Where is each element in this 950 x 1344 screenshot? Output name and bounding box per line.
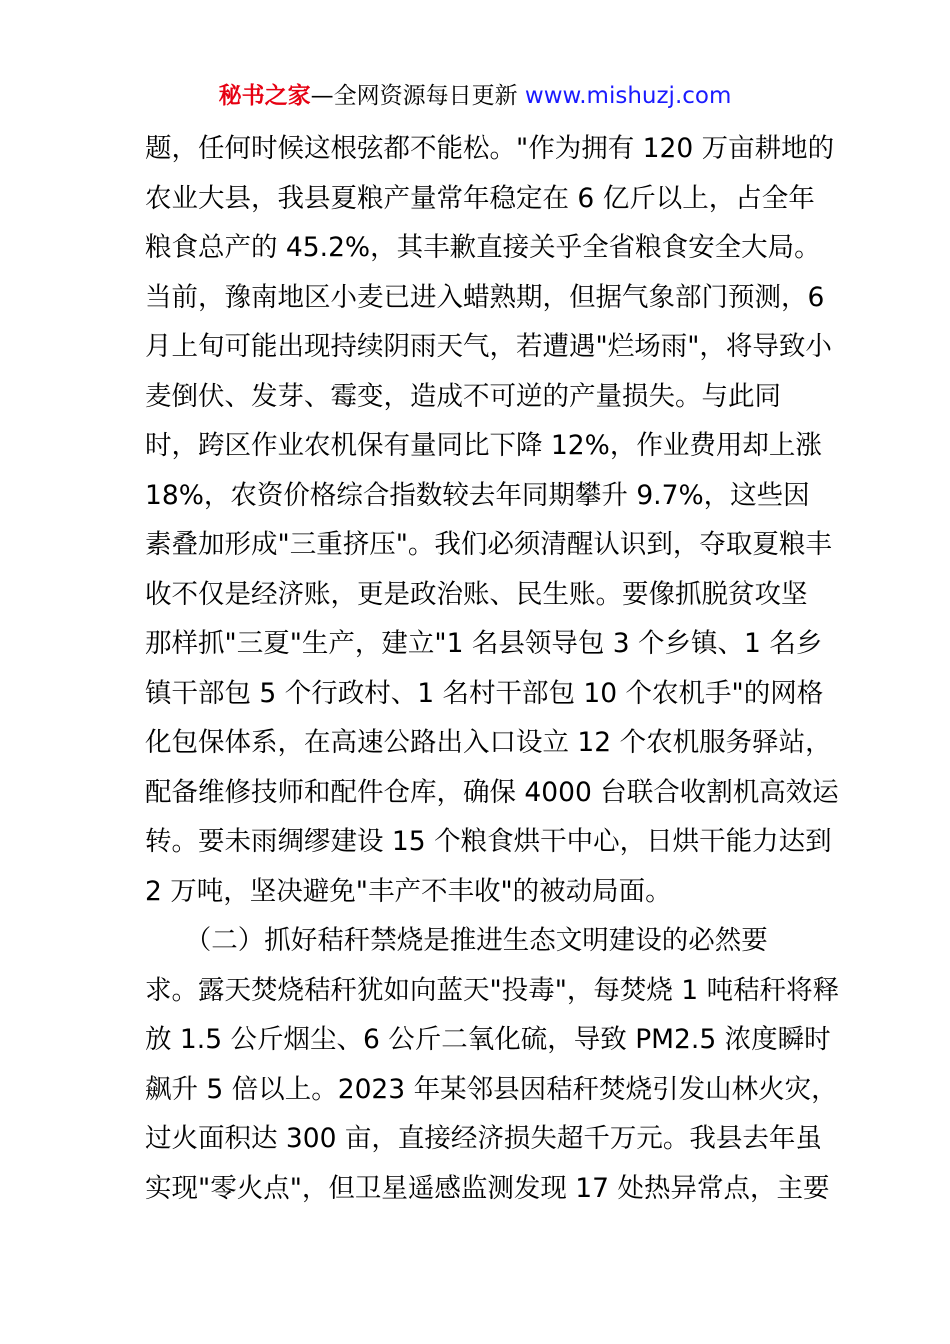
page-header: [0, 80, 950, 112]
text-line: 18%，农资价格综合指数较去年同期攀升 9.7%，这些因: [145, 479, 810, 511]
site-url-link[interactable]: www.mishuzj.com: [524, 83, 732, 109]
text-line: 那样抓"三夏"生产，建立"1 名县领导包 3 个乡镇、1 名乡: [145, 628, 823, 659]
site-name: 秘书之家: [218, 83, 311, 109]
text-line: 月上旬可能出现持续阴雨天气，若遭遇"烂场雨"，将导致小: [145, 331, 832, 362]
text-line: 麦倒伏、发芽、霉变，造成不可逆的产量损失。与此同: [145, 380, 781, 412]
text-line: 飙升 5 倍以上。2023 年某邻县因秸秆焚烧引发山林火灾，: [145, 1073, 838, 1105]
text-line: 实现"零火点"，但卫星遥感监测发现 17 处热异常点，主要: [145, 1172, 830, 1204]
text-line: 配备维修技师和配件仓库，确保 4000 台联合收割机高效运: [145, 776, 839, 808]
text-line: 放 1.5 公斤烟尘、6 公斤二氧化硫，导致 PM2.5 浓度瞬时: [145, 1024, 831, 1055]
text-line: 收不仅是经济账，更是政治账、民生账。要像抓脱贫攻坚: [145, 578, 808, 610]
text-line: 时，跨区作业农机保有量同比下降 12%，作业费用却上涨: [145, 430, 822, 461]
text-line: 转。要未雨绸缪建设 15 个粮食烘干中心，日烘干能力达到: [145, 826, 832, 857]
text-line: 粮食总产的 45.2%，其丰歉直接关乎全省粮食安全大局。: [145, 232, 821, 263]
text-line: 求。露天焚烧秸秆犹如向蓝天"投毒"，每焚烧 1 吨秸秆将释: [145, 974, 840, 1006]
text-line: 农业大县，我县夏粮产量常年稳定在 6 亿斤以上，占全年: [145, 182, 815, 214]
document-body: [145, 124, 840, 1213]
text-line: 过火面积达 300 亩，直接经济损失超千万元。我县去年虽: [145, 1123, 822, 1154]
text-line: 素叠加形成"三重挤压"。我们必须清醒认识到，夺取夏粮丰: [145, 529, 832, 560]
header-tagline: —全网资源每日更新: [310, 83, 525, 109]
section-heading-line: （二）抓好秸秆禁烧是推进生态文明建设的必然要: [145, 925, 768, 956]
text-line: 镇干部包 5 个行政村、1 名村干部包 10 个农机手"的网格: [145, 677, 824, 709]
text-line: 题，任何时候这根弦都不能松。"作为拥有 120 万亩耕地的: [145, 133, 835, 164]
text-line: 化包保体系，在高速公路出入口设立 12 个农机服务驿站，: [145, 727, 832, 758]
text-line: 2 万吨，坚决避免"丰产不丰收"的被动局面。: [145, 875, 672, 907]
text-line: 当前，豫南地区小麦已进入蜡熟期，但据气象部门预测，6: [145, 281, 825, 313]
